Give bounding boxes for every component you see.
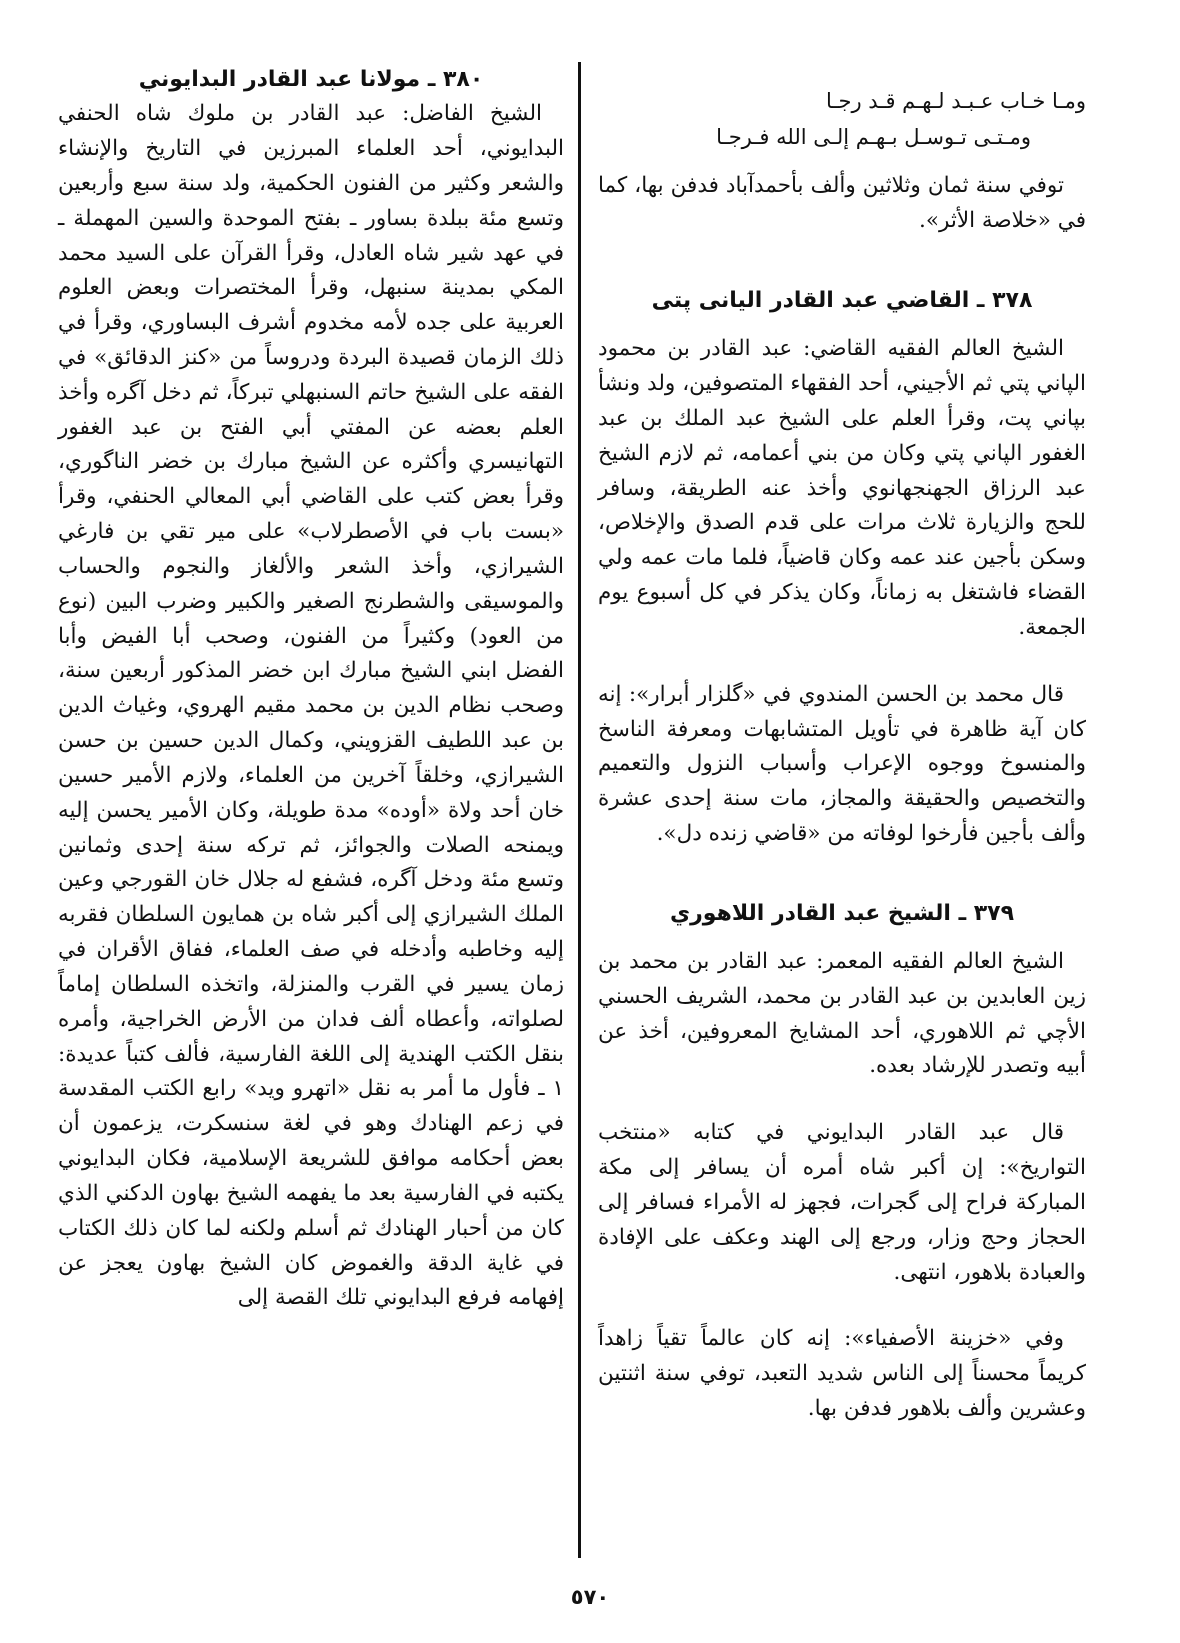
- entry-379-heading: ٣٧٩ ـ الشيخ عبد القادر اللاهوري: [669, 900, 1015, 926]
- entry-378-paragraph-1: الشيخ العالم الفقيه القاضي: عبد القادر بن محمود الپاني پتي ثم الأجيني، أحد الفقهاء المتصوفين، ولد ونشأ بپاني پت، وقرأ العلم على الشيخ عبد الملك بن عبد الغفور الپاني پتي وكان من بني أعمامه، ثم لازم الشيخ عبد الرزاق الجهنجهانوي وأخذ عنه الطريقة، وسافر للحج والزيارة ثلاث مرات على قدم الصدق والإخلاص، وسكن بأجين عند عمه وكان قاضياً، فلما مات عمه ولي القضاء فاشتغل به زماناً، وكان يذكر في كل أسبوع يوم الجمعة.: [598, 336, 1086, 640]
- entry-378-heading: ٣٧٨ ـ القاضي عبد القادر اليانى پتى: [651, 288, 1033, 314]
- entry-380-paragraph-1: الشيخ الفاضل: عبد القادر بن ملوك شاه الحنفي البدايوني، أحد العلماء المبرزين في التاريخ والإنشاء والشعر وكثير من الفنون الحكمية، ولد سنة سبع وأربعين وتسع مئة ببلدة بساور ـ بفتح الموحدة والسين المهملة ـ في عهد شير شاه العادل، وقرأ القرآن على السيد محمد المكي بمدينة سنبهل، وقرأ المختصرات وبعض العلوم العربية على جده لأمه مخدوم أشرف البساوري، وقرأ في ذلك الزمان قصيدة البردة ودروساً من «كنز الدقائق» في الفقه على الشيخ حاتم السنبهلي تبركاً، ثم دخل آگره وأخذ العلم بعضه عن المفتي أبي الفتح بن عبد الغفور التهانيسري وأكثره عن الشيخ مبارك بن خضر الناگوري، وقرأ بعض كتب على القاضي أبي المعالي الحنفي، وقرأ «بست باب في الأصطرلاب» على مير تقي بن فارغي الشيرازي، وأخذ الشعر والألغاز والنجوم والحساب والموسيقى والشطرنج الصغير والكبير وضرب البين (نوع من العود) وكثيراً من الفنون، وصحب أبا الفيض وأبا الفضل ابني الشيخ مبارك ابن خضر المذكور أربعين سنة، وصحب نظام الدين بن محمد مقيم الهروي، وغياث الدين بن عبد اللطيف القزويني، وكمال الدين حسين بن حسن الشيرازي، وخلقاً آخرين من العلماء، ولازم الأمير حسين خان أحد ولاة «أوده» مدة طويلة، وكان الأمير يحسن إليه ويمنحه الصلات والجوائز، ثم تركه سنة إحدى وثمانين وتسع مئة ودخل آگره، فشفع له جلال خان القورجي وعين الملك الشيرازي إلى أكبر شاه بن همايون السلطان فقربه إليه وخاطبه وأدخله في صف العلماء، ففاق الأقران في زمان يسير في القرب والمنزلة، واتخذه السلطان إماماً لصلواته، وأعطاه ألف فدان من الأرض الخراجية، وأمره بنقل الكتب الهندية إلى اللغة الفارسية، فألف كتباً عديدة: ١ ـ فأول ما أمر به نقل «اتهرو ويد» رابع الكتب المقدسة في زعم الهنادك وهو في لغة سنسكرت، يزعمون أن بعض أحكامه موافق للشريعة الإسلامية، فكان البدايوني يكتبه في الفارسية بعد ما يفهمه الشيخ بهاون الدكني الذي كان من أحبار الهنادك ثم أسلم ولكنه لما كان ذلك الكتاب في غاية الدقة والغموض كان الشيخ بهاون يعجز عن إفهامه فرفع البدايوني تلك القصة إلى: [58, 101, 564, 1311]
- poem-line-1: [598, 84, 1086, 120]
- left-column: [58, 62, 564, 1316]
- page-number: ٥٧٠: [570, 1585, 610, 1609]
- poem-line-2-text: ومـتـى تـوسـل بـهـم إلـى الله فـرجـا: [716, 124, 1031, 149]
- right-column: [598, 62, 1086, 1427]
- entry-379-paragraph-3: وفي «خزينة الأصفياء»: إنه كان عالماً تقياً زاهداً كريماً محسناً إلى الناس شديد التعبد، توفي سنة اثنتين وعشرين وألف بلاهور فدفن بها.: [598, 1326, 1086, 1422]
- intro-paragraph: توفي سنة ثمان وثلاثين وألف بأحمدآباد فدفن بها، كما في «خلاصة الأثر».: [598, 173, 1086, 234]
- entry-380-heading: ٣٨٠ ـ مولانا عبد القادر البدايوني: [138, 67, 484, 92]
- poem-line-1-text: ومـا خـاب عـبـد لـهـم قـد رجـا: [825, 89, 1086, 113]
- column-divider: [578, 62, 581, 1558]
- entry-379-paragraph-2: قال عبد القادر البدايوني في كتابه «منتخب التواريخ»: إن أكبر شاه أمره أن يسافر إلى مكة المباركة فراح إلى گجرات، فجهز له الأمراء فسافر إلى الحجاز وحج وزار، ورجع إلى الهند وعكف على الإفادة والعبادة بلاهور، انتهى.: [598, 1120, 1086, 1285]
- entry-379-paragraph-1: الشيخ العالم الفقيه المعمر: عبد القادر بن محمد بن زين العابدين بن عبد القادر بن محمد، الشريف الحسني الأچي ثم اللاهوري، أحد المشايخ المعروفين، أخذ عن أبيه وتصدر للإرشاد بعده.: [598, 949, 1086, 1079]
- entry-378-paragraph-2: قال محمد بن الحسن المندوي في «گلزار أبرار»: إنه كان آية ظاهرة في تأويل المتشابهات ومعرفة الناسخ والمنسوخ ووجوه الإعراب وأسباب النزول والتعميم والتخصيص والحقيقة والمجاز، مات سنة إحدى عشرة وألف بأجين فأرخوا لوفاته من «قاضي زنده دل».: [598, 681, 1086, 846]
- poem-line-2: [598, 120, 1086, 156]
